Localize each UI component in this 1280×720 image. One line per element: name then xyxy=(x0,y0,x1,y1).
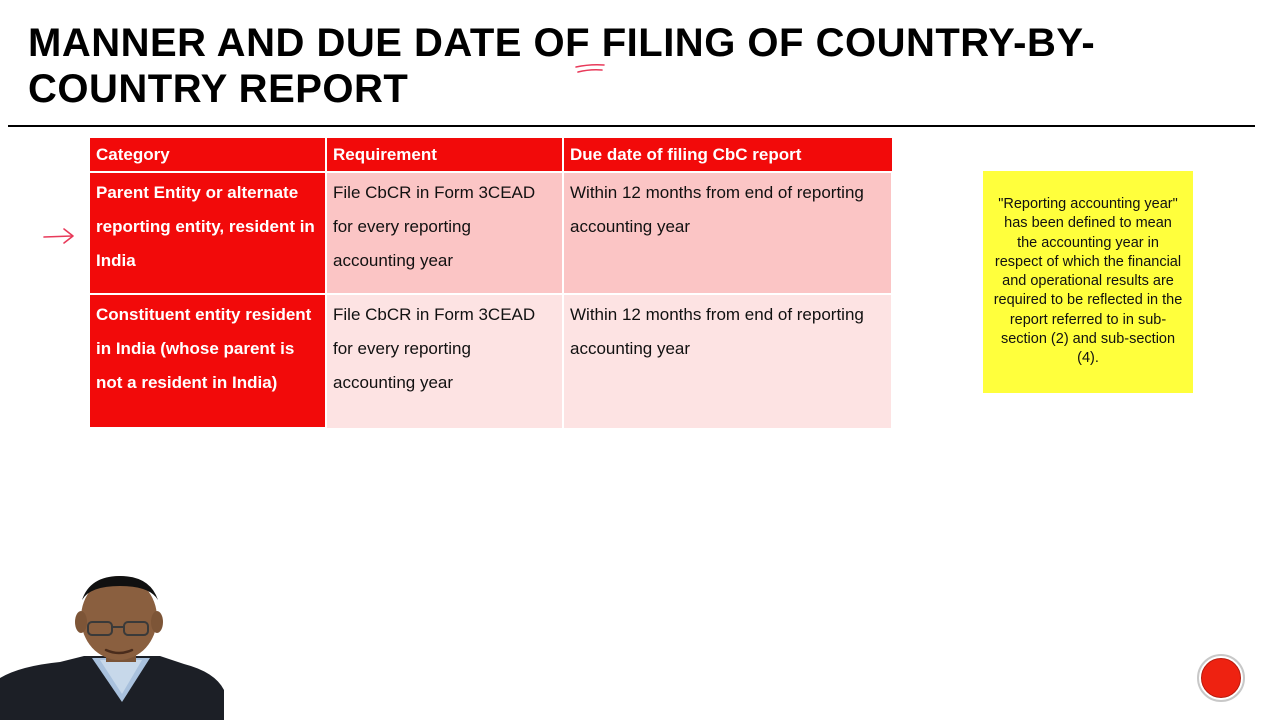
header-requirement: Requirement xyxy=(326,138,563,172)
row-requirement-cell: File CbCR in Form 3CEAD for every reporting accounting year xyxy=(326,294,563,428)
header-due-date: Due date of filing CbC report xyxy=(563,138,892,172)
row-due-date-cell: Within 12 months from end of reporting accounting year xyxy=(563,294,892,428)
record-button[interactable] xyxy=(1197,654,1245,702)
table-header-row xyxy=(90,138,892,172)
pen-underline-annotation xyxy=(574,62,606,76)
presenter-video xyxy=(0,570,230,720)
right-arrow-icon xyxy=(42,226,76,246)
row-due-date-cell: Within 12 months from end of reporting accounting year xyxy=(563,172,892,294)
definition-note-text: "Reporting accounting year" has been defined to mean the accounting year in respect of which the financial and operational results are required to be reflected in the report referred to in sub-section (2) and sub-section (4). xyxy=(993,196,1183,367)
cbc-filing-table xyxy=(90,138,893,429)
table-row xyxy=(90,294,892,428)
row-category-cell: Constituent entity resident in India (whose parent is not a resident in India) xyxy=(90,294,326,428)
header-category: Category xyxy=(90,138,326,172)
record-button-icon xyxy=(1201,658,1241,698)
slide-title: MANNER AND DUE DATE OF FILING OF COUNTRY-BY-COUNTRY REPORT xyxy=(28,21,1096,111)
row-requirement-cell: File CbCR in Form 3CEAD for every reporting accounting year xyxy=(326,172,563,294)
table-row xyxy=(90,172,892,294)
definition-note xyxy=(983,171,1193,393)
row-category-cell: Parent Entity or alternate reporting entity, resident in India xyxy=(90,172,326,294)
title-divider xyxy=(8,125,1255,127)
